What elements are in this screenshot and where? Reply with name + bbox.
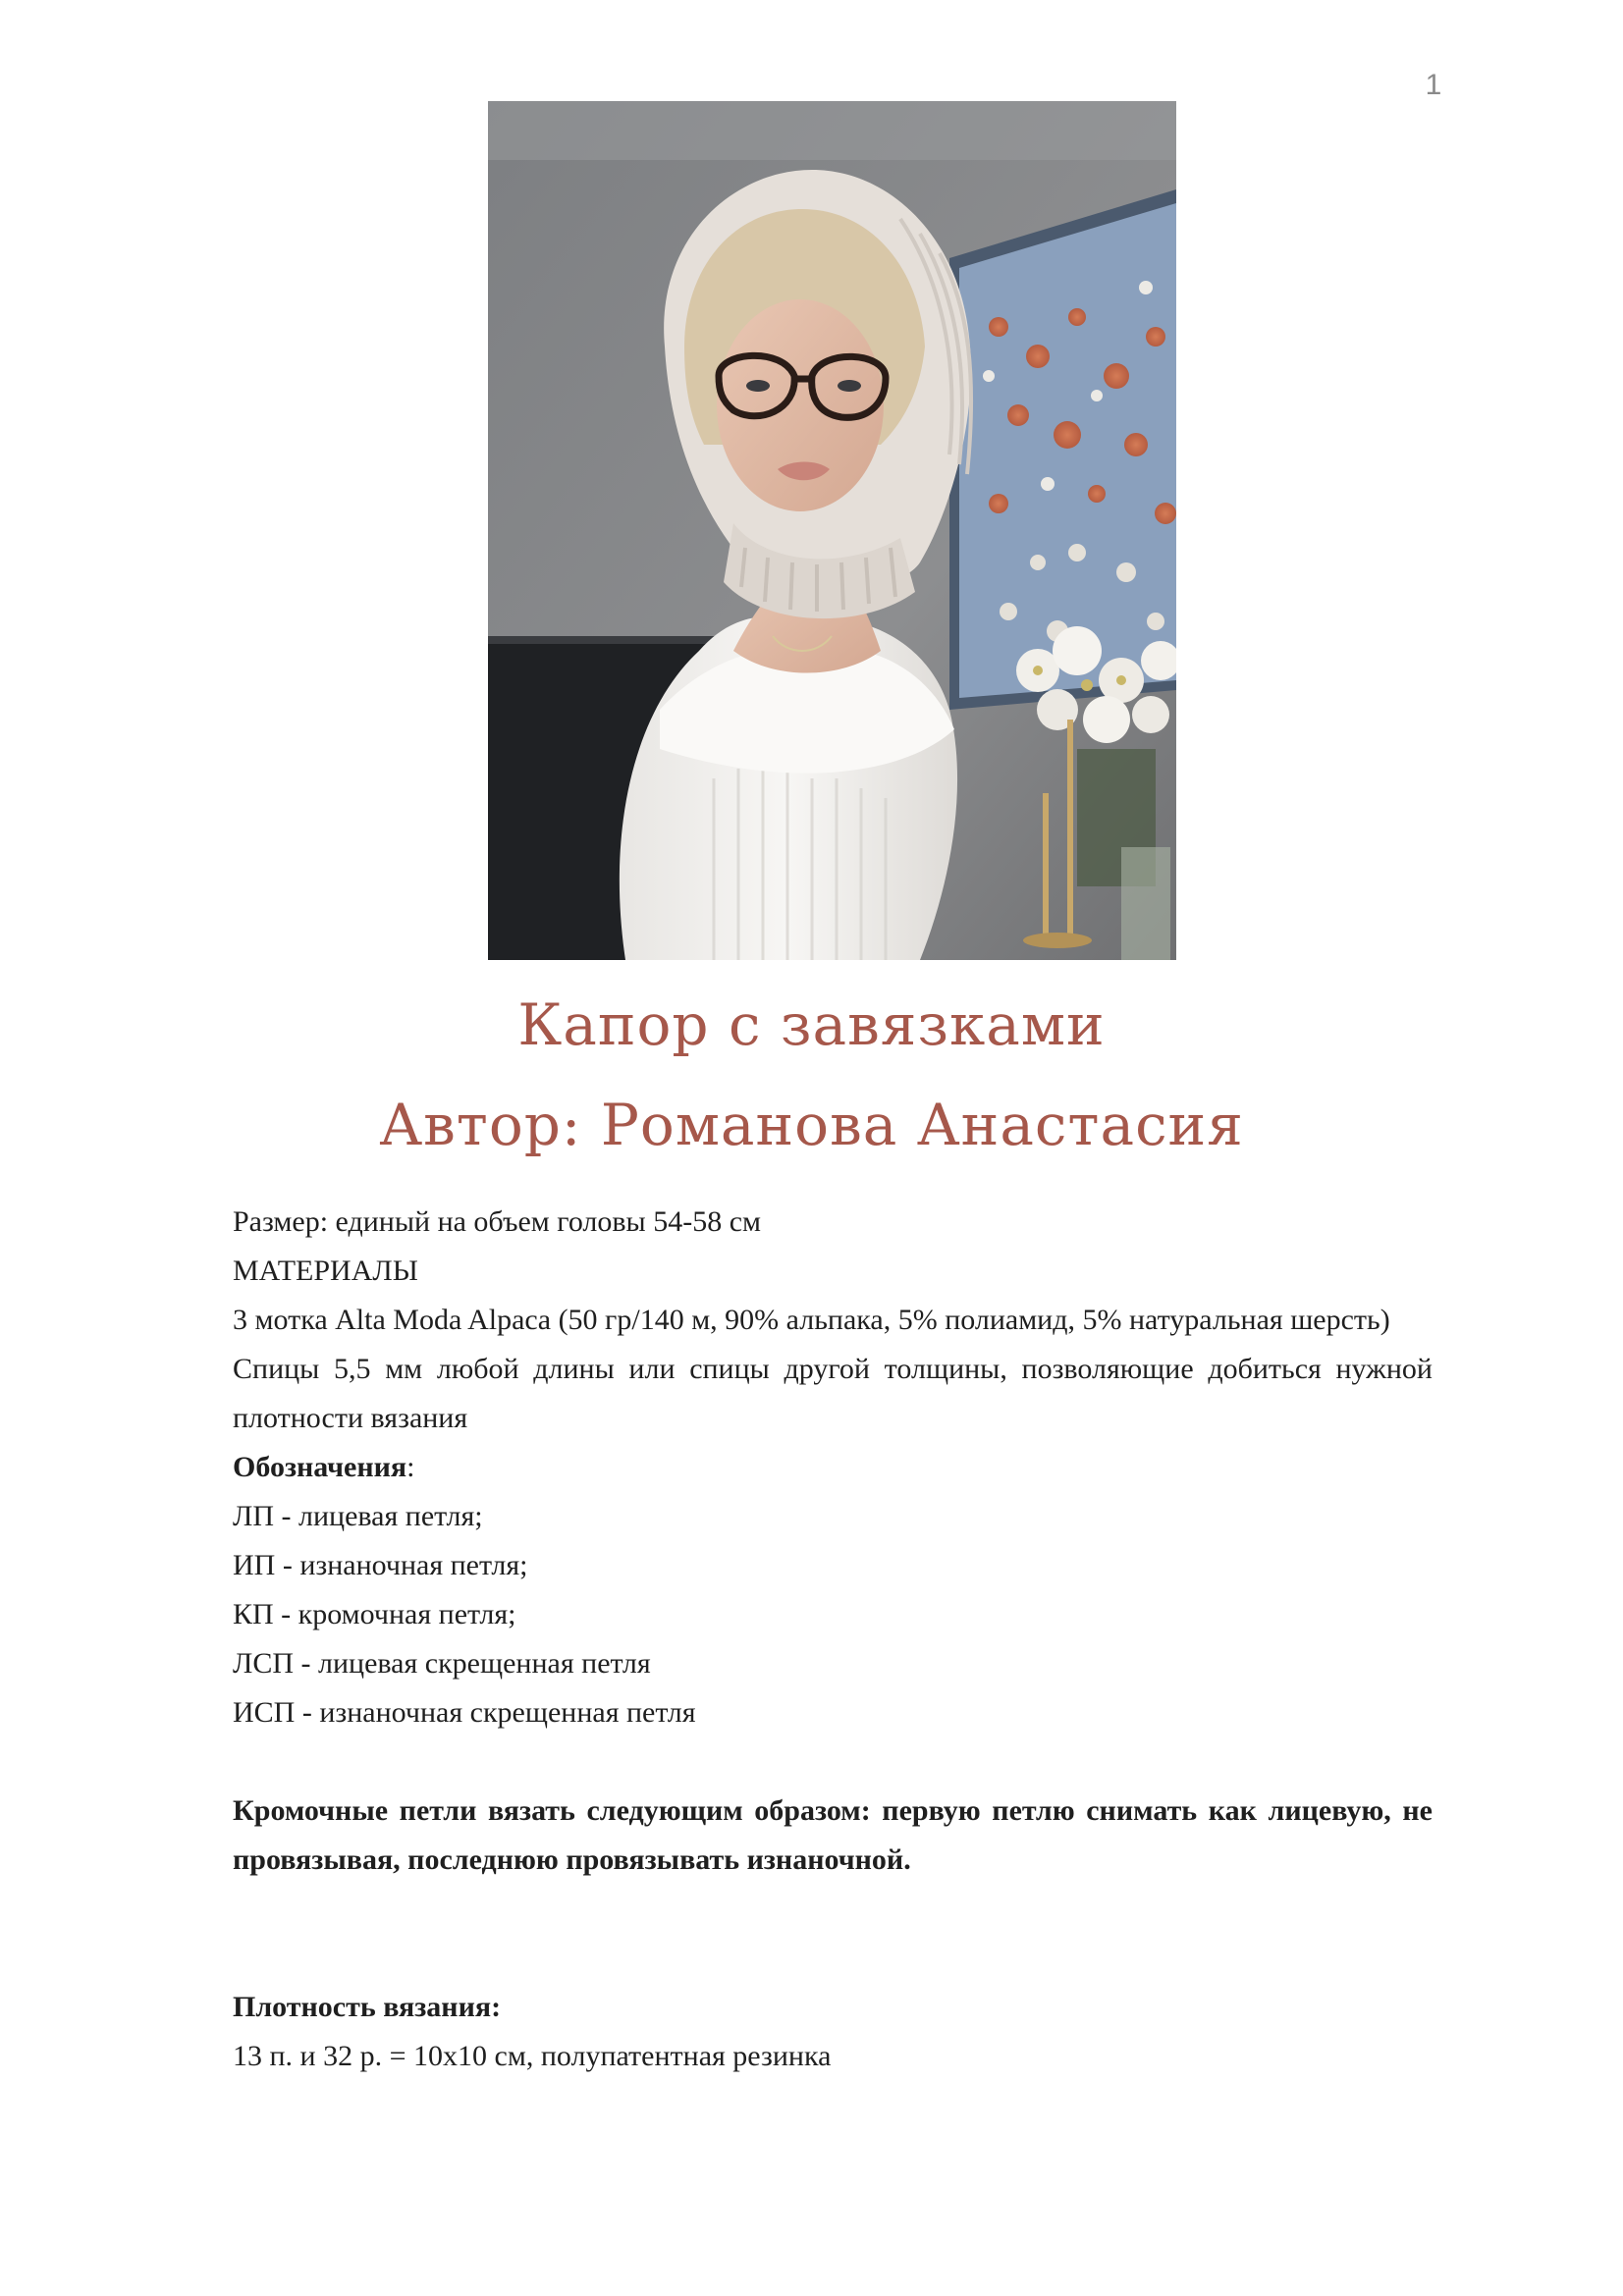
pattern-title: Капор с завязками xyxy=(517,991,1106,1058)
pattern-body xyxy=(233,1198,1433,2081)
legend-heading: Обозначения xyxy=(233,1451,407,1483)
legend-heading-colon: : xyxy=(406,1451,415,1483)
cover-photo xyxy=(488,101,1176,960)
author-line: Автор: Романова Анастасия xyxy=(379,1092,1244,1158)
gauge-heading: Плотность вязания: xyxy=(233,1991,502,2023)
legend-item: ЛСП - лицевая скрещенная петля xyxy=(233,1647,651,1680)
yarn-line: 3 мотка Alta Moda Alpaca (50 гр/140 м, 90% альпака, 5% полиамид, 5% натуральная шерсть) xyxy=(233,1304,1390,1336)
edge-stitch-note: Кромочные петли вязать следующим образом: первую петлю снимать как лицевую, не провязывая, последнюю провязывать изнаночной. xyxy=(233,1794,1433,1876)
size-line: Размер: единый на объем головы 54-58 см xyxy=(233,1205,762,1238)
page-number: 1 xyxy=(1425,69,1442,101)
gauge-value: 13 п. и 32 р. = 10х10 см, полупатентная резинка xyxy=(233,2040,832,2072)
legend-item: ЛП - лицевая петля; xyxy=(233,1500,483,1532)
needles-line: Спицы 5,5 мм любой длины или спицы другой толщины, позволяющие добиться нужной плотности вязания xyxy=(233,1353,1433,1434)
legend-item: КП - кромочная петля; xyxy=(233,1598,516,1630)
legend-item: ИСП - изнаночная скрещенная петля xyxy=(233,1696,696,1729)
legend-heading-line xyxy=(233,1443,1433,1492)
materials-heading: МАТЕРИАЛЫ xyxy=(233,1255,418,1287)
legend-item: ИП - изнаночная петля; xyxy=(233,1549,528,1581)
